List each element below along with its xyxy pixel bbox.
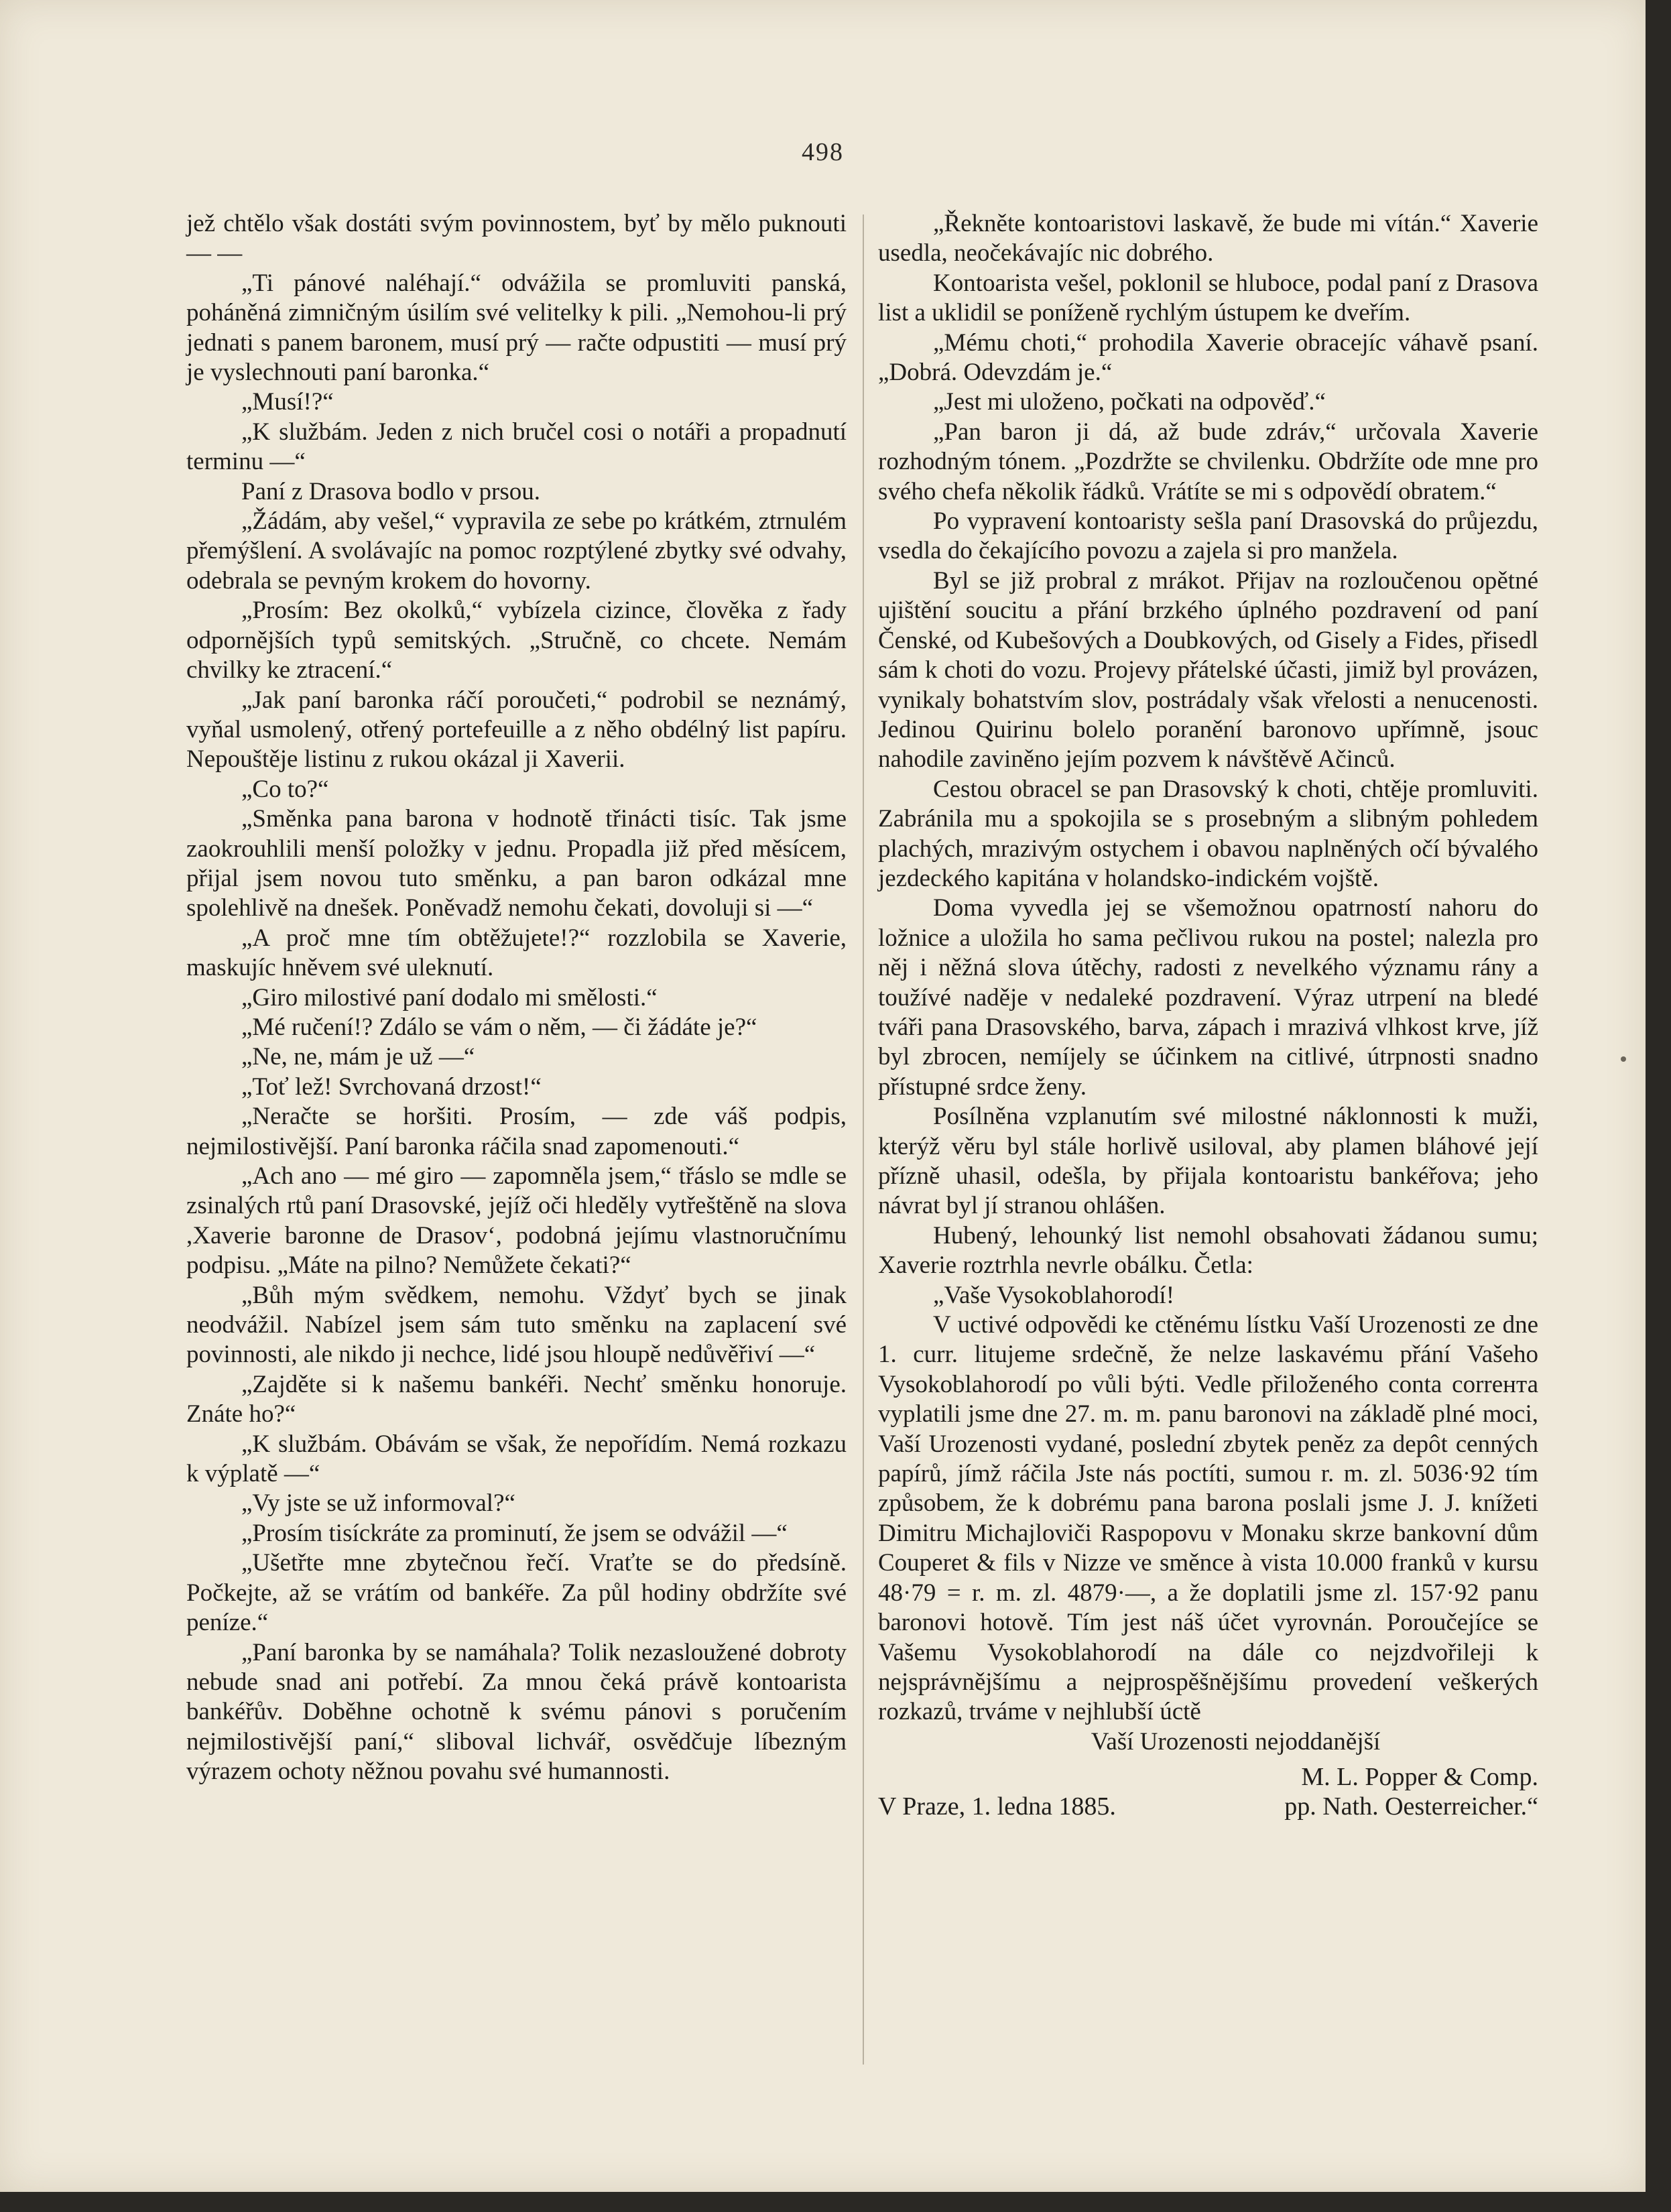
- paragraph: Doma vyvedla jej se všemožnou opatrností nahoru do ložnice a uložila ho sama pečlivou rukou na postel; nalezla pro něj i něžná slova útěchy, radosti z nevelkého významu rány a toužívé naděje v nedaleké pozdravení. Výraz utrpení na bledé tváři pana Drasovského, barva, zápach i mrazivá vlhkost krve, jíž byl zbrocen, nemíjely se účinkem na citlivé, útrpnosti snadno přístupné srdce ženy.: [878, 894, 1538, 1101]
- right-text-column: [878, 209, 1538, 1821]
- paragraph: Po vypravení kontoaristy sešla paní Drasovská do průjezdu, vsedla do čekajícího povozu a zajela si pro manžela.: [878, 507, 1538, 565]
- paragraph: „Mé ručení!? Zdálo se vám o něm, — či žádáte je?“: [241, 1013, 757, 1041]
- paragraph: „Zajděte si k našemu bankéři. Nechť směnku honoruje. Znáte ho?“: [186, 1370, 847, 1428]
- left-text-column: [186, 209, 847, 1787]
- letter-salutation: „Vaše Vysokoblahorodí!: [933, 1281, 1175, 1309]
- paragraph: jež chtělo však dostáti svým povinnostem, byť by mělo puknouti — —: [186, 210, 847, 267]
- paragraph: „Ušetřte mne zbytečnou řečí. Vraťte se do předsíně. Počkejte, až se vrátím od bankéře. Za půl hodiny obdržíte své peníze.“: [186, 1549, 847, 1637]
- signature-line: pp. Nath. Oesterreicher.“: [1284, 1792, 1538, 1821]
- paragraph: „Prosím tisíckráte za prominutí, že jsem se odvážil —“: [241, 1519, 788, 1547]
- page-number: 498: [802, 138, 844, 166]
- paragraph: Byl se již probral z mrákot. Přijav na rozloučenou opětné ujištění soucitu a přání brzkého úplného pozdravení od paní Čenské, od Kubešových a Doubkových, od Gisely a Fides, přisedl sám k choti do vozu. Projevy přátelské účasti, jimiž byl provázen, vynikaly bohatstvím slov, postrádaly však vřelosti a nenucenosti. Jedinou Quirinu bolelo poranění baronovo upřímně, jsouc nahodile zaviněno jejím pozvem k návštěvě Ačinců.: [878, 566, 1538, 774]
- paragraph: „Vy jste se už informoval?“: [241, 1489, 515, 1518]
- paragraph: „Ti pánové naléhají.“ odvážila se promluviti panská, poháněná zimničným úsilím své velitelky k pili. „Nemohou-li prý jednati s panem baronem, musí prý — račte odpustiti — musí prý je vyslechnouti paní baronka.“: [186, 269, 847, 387]
- paragraph: „Pan baron ji dá, až bude zdráv,“ určovala Xaverie rozhodným tónem. „Pozdržte se chvilenku. Obdržíte ode mne pro svého chefa několik řádků. Vrátíte se mi s odpovědí obratem.“: [878, 418, 1538, 505]
- letter-closing: Vaší Urozenosti nejoddanější: [1091, 1727, 1381, 1756]
- paragraph: „Ach ano — mé giro — zapomněla jsem,“ třáslo se mdle se zsinalých rtů paní Drasovské, jejíž oči hleděly vytřeštěně na slova ,Xaverie baronne de Drasov‘, podobná jejímu vlastnoručnímu podpisu. „Máte na pilno? Nemůžete čekati?“: [186, 1162, 847, 1280]
- paragraph: Posílněna vzplanutím své milostné náklonnosti k muži, kterýž věru byl stále horlivě usiloval, aby plamen bláhové její přízně uhasil, odešla, by přijala kontoaristu bankéřova; jeho návrat byl jí stranou ohlášen.: [878, 1103, 1538, 1220]
- paragraph: „Směnka pana barona v hodnotě třinácti tisíc. Tak jsme zaokrouhlili menší položky v jednu. Propadla již před měsícem, přijal jsem novou tuto směnku, a pan baron odkázal mne spolehlivě na dnešek. Poněvadž nemohu čekati, dovoluji si —“: [186, 805, 847, 922]
- paragraph: „Jak paní baronka ráčí poroučeti,“ podrobil se neznámý, vyňal usmolený, otřený portefeuille a z něho obdélný list papíru. Nepouštěje listinu z rukou okázal ji Xaverii.: [186, 686, 847, 774]
- paragraph: „Mému choti,“ prohodila Xaverie obracejíc váhavě psaní. „Dobrá. Odevzdám je.“: [878, 328, 1538, 387]
- paragraph: „Prosím: Bez okolků,“ vybízela cizince, člověka z řady odpornějších typů semitských. „Stručně, co chcete. Nemám chvilky ke ztracení.“: [186, 597, 847, 684]
- signature-line: M. L. Popper & Comp.: [1301, 1763, 1538, 1792]
- paragraph: „Bůh mým svědkem, nemohu. Vždyť bych se jinak neodvážil. Nabízel jsem sám tuto směnku na zaplacení své povinnosti, ale nikdo ji nechce, lidé jsou hloupě nedůvěřiví —“: [186, 1281, 847, 1369]
- paragraph: „Neračte se horšiti. Prosím, — zde váš podpis, nejmilostivější. Paní baronka ráčila snad zapomenouti.“: [186, 1103, 847, 1160]
- letter-place-date: V Praze, 1. ledna 1885.: [878, 1792, 1116, 1821]
- paragraph: „Toť lež! Svrchovaná drzost!“: [241, 1072, 542, 1101]
- paragraph: Hubený, lehounký list nemohl obsahovati žádanou sumu; Xaverie roztrhla nevrle obálku. Četla:: [878, 1221, 1538, 1280]
- paragraph: Cestou obracel se pan Drasovský k choti, chtěje promluviti. Zabránila mu a spokojila se s prosebným a slibným pohledem plachých, mrazivým ostychem i obavou naplněných očí bývalého jezdeckého kapitána v holandsko-indickém vojště.: [878, 775, 1538, 892]
- paragraph: „K službám. Obávám se však, že nepořídím. Nemá rozkazu k výplatě —“: [186, 1430, 847, 1488]
- signature-block: [878, 1762, 1538, 1821]
- letter-body: V uctivé odpovědi ke ctěnému lístku Vaší Urozenosti ze dne 1. curr. litujeme srdečně, že nelze laskavému přání Vašeho Vysokoblahorodí po vůli býti. Vedle přiloženého conta corrента vyplatili jsme dne 27. m. m. panu baronovi na základě plné moci, Vaší Urozenosti vydané, poslední zbytek peněz za depôt cenných papírů, jímž ráčila Jste nás poctíti, sumou r. m. zl. 5036·92 tím způsobem, že k dobrému pana barona poslali jsme J. J. knížeti Dimitru Michajloviči Raspopovu v Monaku skrze bankovní dům Couperet & fils v Nizze ve směnce à vista 10.000 franků v kursu 48·79 = r. m. zl. 4879·—, a že doplatili jsme zl. 157·92 panu baronovi hotově. Tím jest náš účet vyrovnán. Poroučejíce se Vašemu Vysokoblahorodí na dále co nejzdvořileji k nejsprávnějšímu a nejprospěšnějšímu provedení veškerých rozkazů, trváme v nejhlubší úctě: [878, 1311, 1538, 1726]
- paragraph: „A proč mne tím obtěžujete!?“ rozzlobila se Xaverie, maskujíc hněvem své uleknutí.: [186, 924, 847, 982]
- paragraph: „Žádám, aby vešel,“ vypravila ze sebe po krátkém, ztrnulém přemýšlení. A svolávajíc na pomoc rozptýlené zbytky své odvahy, odebrala se pevným krokem do hovorny.: [186, 507, 847, 595]
- paragraph: „Paní baronka by se namáhala? Tolik nezasloužené dobroty nebude snad ani potřebí. Za mnou čeká právě kontoarista bankéřův. Doběhne ochotně k svému pánovi s poručením nejmilostivější paní,“ sliboval lichvář, osvědčuje líbezným výrazem ochoty něžnou povahu své humannosti.: [186, 1638, 847, 1786]
- paragraph: „K službám. Jeden z nich bručel cosi o notáři a propadnutí terminu —“: [186, 418, 847, 476]
- paragraph: „Musí!?“: [241, 388, 334, 416]
- paragraph: „Giro milostivé paní dodalo mi smělosti.“: [241, 983, 658, 1011]
- paragraph: Kontoarista vešel, poklonil se hluboce, podal paní z Drasova list a uklidil se poníženě rychlým ústupem ke dveřím.: [878, 269, 1538, 327]
- column-divider: [863, 214, 864, 2065]
- letter-signature: [1284, 1762, 1538, 1821]
- paragraph: Paní z Drasova bodlo v prsou.: [241, 477, 540, 505]
- margin-mark: [1621, 1056, 1626, 1062]
- paragraph: „Ne, ne, mám je už —“: [241, 1043, 475, 1071]
- paragraph: „Co to?“: [241, 775, 329, 803]
- paragraph: „Jest mi uloženo, počkati na odpověď.“: [933, 388, 1326, 416]
- paragraph: „Řekněte kontoaristovi laskavě, že bude mi vítán.“ Xaverie usedla, neočekávajíc nic dobrého.: [878, 210, 1538, 267]
